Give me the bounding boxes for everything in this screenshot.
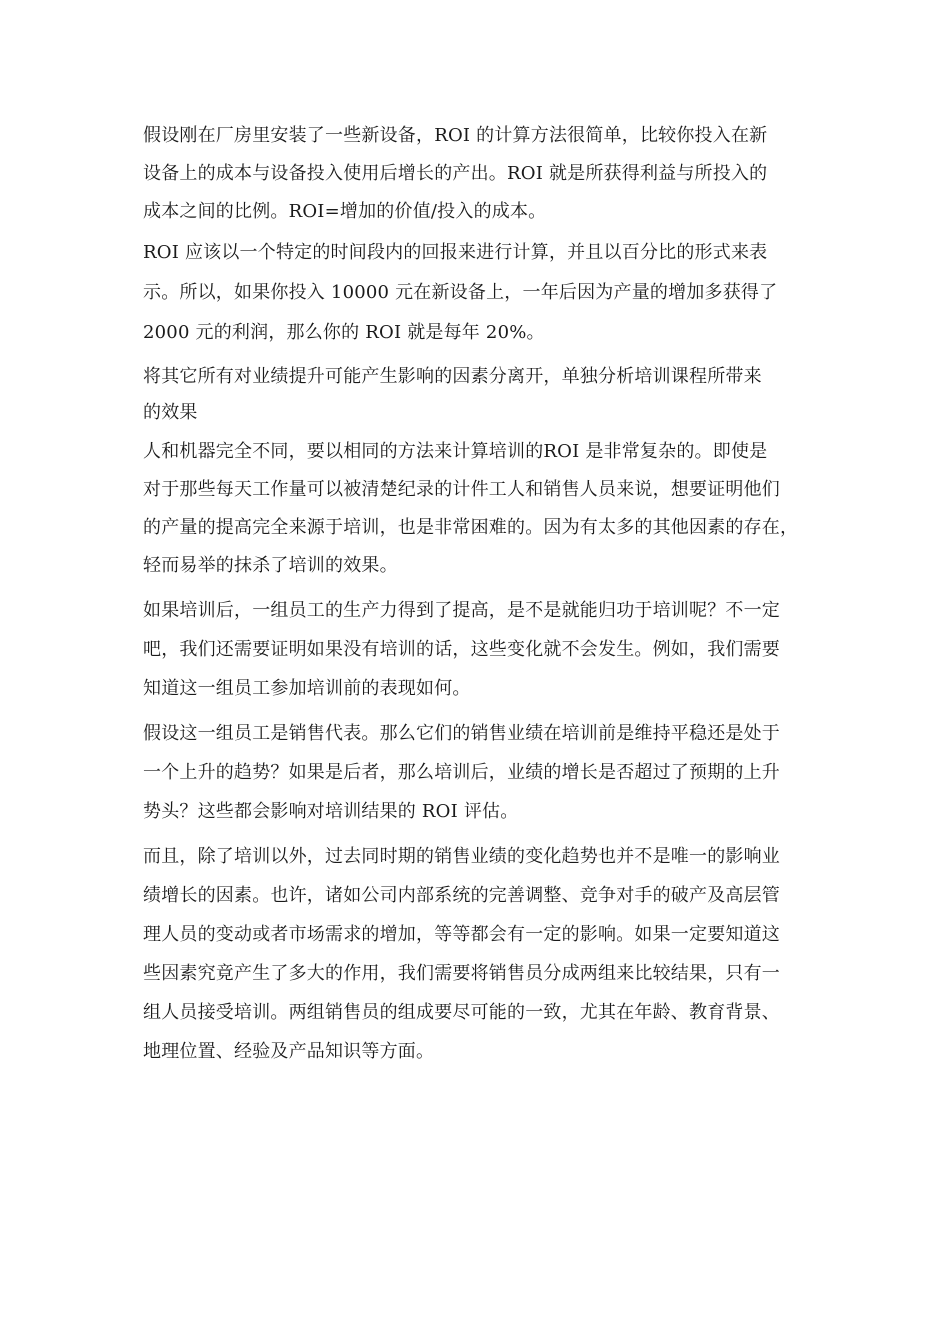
text-line: ROI 应该以一个特定的时间段内的回报来进行计算，并且以百分比的形式来表 xyxy=(143,242,768,263)
text-line: 吧，我们还需要证明如果没有培训的话，这些变化就不会发生。例如，我们需要 xyxy=(143,639,780,660)
paragraph-control-group xyxy=(143,837,808,1071)
text-line: 对于那些每天工作量可以被清楚纪录的计件工人和销售人员来说，想要证明他们 xyxy=(143,479,780,500)
text-line: 组人员接受培训。两组销售员的组成要尽可能的一致，尤其在年龄、教育背景、 xyxy=(143,1002,780,1023)
text-line: 假设这一组员工是销售代表。那么它们的销售业绩在培训前是维持平稳还是处于 xyxy=(143,723,780,744)
text-line: 绩增长的因素。也许，诸如公司内部系统的完善调整、竞争对手的破产及高层管 xyxy=(143,885,780,906)
text-line: 势头？这些都会影响对培训结果的 ROI 评估。 xyxy=(143,801,519,822)
paragraph-isolate-factors xyxy=(143,359,808,431)
text-line: 设备上的成本与设备投入使用后增长的产出。ROI 就是所获得利益与所投入的 xyxy=(143,163,768,184)
text-line: 的效果 xyxy=(143,402,198,423)
paragraph-productivity-attribution xyxy=(143,591,808,708)
text-line: 假设刚在厂房里安装了一些新设备，ROI 的计算方法很简单，比较你投入在新 xyxy=(143,125,768,146)
paragraph-sales-reps xyxy=(143,714,808,831)
paragraph-roi-equipment xyxy=(143,117,808,231)
text-line: 如果培训后，一组员工的生产力得到了提高，是不是就能归功于培训呢？不一定 xyxy=(143,600,780,621)
text-line: 而且，除了培训以外，过去同时期的销售业绩的变化趋势也并不是唯一的影响业 xyxy=(143,846,780,867)
text-line: 示。所以，如果你投入 10000 元在新设备上，一年后因为产量的增加多获得了 xyxy=(143,282,778,303)
text-line: 一个上升的趋势？如果是后者，那么培训后，业绩的增长是否超过了预期的上升 xyxy=(143,762,780,783)
document-body xyxy=(143,117,808,1071)
text-line: 人和机器完全不同，要以相同的方法来计算培训的ROI 是非常复杂的。即使是 xyxy=(143,441,768,462)
text-line: 将其它所有对业绩提升可能产生影响的因素分离开，单独分析培训课程所带来 xyxy=(143,366,762,387)
paragraph-people-vs-machines xyxy=(143,433,808,585)
text-line: 地理位置、经验及产品知识等方面。 xyxy=(143,1041,435,1062)
text-line: 知道这一组员工参加培训前的表现如何。 xyxy=(143,678,471,699)
text-line: 轻而易举的抹杀了培训的效果。 xyxy=(143,555,398,576)
text-line: 的产量的提高完全来源于培训，也是非常困难的。因为有太多的其他因素的存在， xyxy=(143,517,799,538)
text-line: 理人员的变动或者市场需求的增加，等等都会有一定的影响。如果一定要知道这 xyxy=(143,924,780,945)
text-line: 些因素究竟产生了多大的作用，我们需要将销售员分成两组来比较结果，只有一 xyxy=(143,963,780,984)
text-line: 成本之间的比例。ROI=增加的价值/投入的成本。 xyxy=(143,201,547,222)
paragraph-roi-timeframe xyxy=(143,233,808,353)
text-line: 2000 元的利润，那么你的 ROI 就是每年 20%。 xyxy=(143,322,545,343)
